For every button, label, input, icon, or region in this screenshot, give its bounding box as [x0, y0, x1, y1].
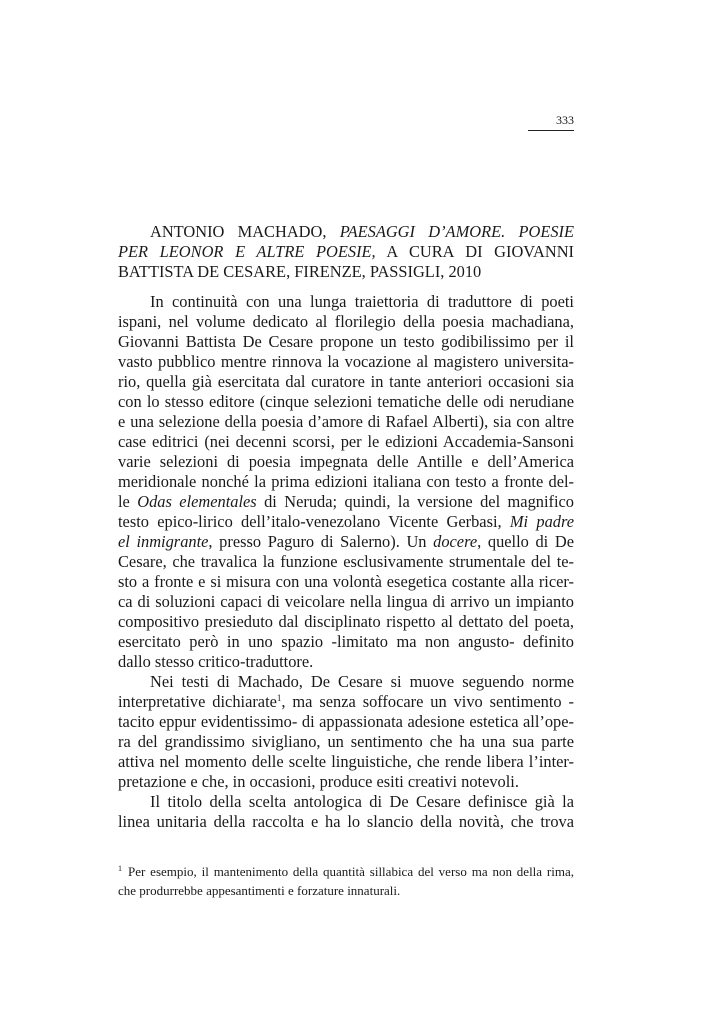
body-line [118, 532, 574, 552]
footnote-reference[interactable]: 1 [276, 693, 282, 703]
page-number: 333 [528, 112, 574, 131]
body-line: Giovanni Battista De Cesare propone un testo godibilissimo per il [118, 332, 574, 351]
body-line: attiva nel momento delle scelte linguistiche, che rende libera l’inter- [118, 752, 574, 771]
body-line [118, 692, 574, 712]
italic-title: Mi padre [509, 512, 575, 531]
review-body [118, 292, 574, 832]
review-title [118, 222, 574, 282]
title-book-italic: PAESAGGI D’AMORE. POESIE [339, 222, 574, 241]
body-line: varie selezioni di poesia impegnata delle Antille e dell’America [118, 452, 574, 471]
text-run: di Neruda; quindi, la versione del magnifico [256, 492, 574, 511]
footnote-line [118, 862, 574, 881]
body-line: con lo stesso editore (cinque selezioni tematiche delle odi nerudiane [118, 392, 574, 411]
text-run: le [118, 492, 138, 511]
body-line: Cesare, che travalica la funzione esclusivamente strumentale del te- [118, 552, 574, 571]
text-run: , ma senza soffocare un vivo sentimento - [281, 692, 574, 711]
text-run: , presso Paguro di Salerno). Un [208, 532, 434, 551]
footnote-text: Per esempio, il mantenimento della quantità sillabica del verso ma non della rima, [128, 864, 574, 879]
body-line: In continuità con una lunga traiettoria di traduttore di poeti [150, 292, 574, 311]
text-run: testo epico-lirico dell’italo-venezolano Vicente Gerbasi, [118, 512, 510, 531]
body-line: case editrici (nei decenni scorsi, per le edizioni Accademia-Sansoni [118, 432, 574, 451]
body-line: vasto pubblico mentre rinnova la vocazione al magistero universita- [118, 352, 574, 371]
title-author: ANTONIO MACHADO, [150, 222, 340, 241]
footnote-line: che produrrebbe appesantimenti e forzature innaturali. [118, 883, 401, 898]
body-line: linea unitaria della raccolta e ha lo slancio della novità, che trova [118, 812, 574, 831]
body-line: ca di soluzioni capaci di veicolare nella lingua di arrivo un impianto [118, 592, 574, 611]
italic-title: Odas elementales [137, 492, 257, 511]
body-line [118, 512, 574, 532]
footnote [118, 862, 574, 900]
title-line-1 [118, 222, 574, 242]
body-line: tacito eppur evidentissimo- di appassionata adesione estetica all’ope- [118, 712, 574, 731]
text-run: , quello di De [477, 532, 574, 551]
text-run: interpretative dichiarate [118, 692, 277, 711]
body-line: Nei testi di Machado, De Cesare si muove seguendo norme [150, 672, 574, 691]
body-line: ispani, nel volume dedicato al florilegio della poesia machadiana, [118, 312, 574, 331]
title-line-3: BATTISTA DE CESARE, FIRENZE, PASSIGLI, 2010 [118, 262, 482, 281]
footnote-marker: 1 [118, 864, 122, 873]
body-line: sto a fronte e si misura con una volontà esegetica costante alla ricer- [118, 572, 574, 591]
body-line: rio, quella già esercitata dal curatore in tante anteriori occasioni sia [118, 372, 574, 391]
italic-title: el inmigrante [118, 532, 209, 551]
body-line: e una selezione della poesia d’amore di Rafael Alberti), sia con altre [118, 412, 574, 431]
body-line: Il titolo della scelta antologica di De Cesare definisce già la [150, 792, 574, 811]
body-line: dallo stesso critico-traduttore. [118, 652, 314, 671]
title-book-italic-cont: PER LEONOR E ALTRE POESIE, [118, 242, 376, 261]
body-line: esercitato però in uno spazio -limitato ma non angusto- definito [118, 632, 574, 651]
body-line: meridionale nonché la prima edizioni italiana con testo a fronte del- [118, 472, 574, 491]
body-line: ra del grandissimo sivigliano, un sentimento che ha una sua parte [118, 732, 574, 751]
title-editor: A CURA DI GIOVANNI [375, 242, 574, 261]
italic-term: docere [433, 532, 478, 551]
body-line: pretazione e che, in occasioni, produce esiti creativi notevoli. [118, 772, 519, 791]
body-line: compositivo presieduto dal disciplinato rispetto al dettato del poeta, [118, 612, 574, 631]
body-line [118, 492, 574, 512]
title-line-2 [118, 242, 574, 262]
